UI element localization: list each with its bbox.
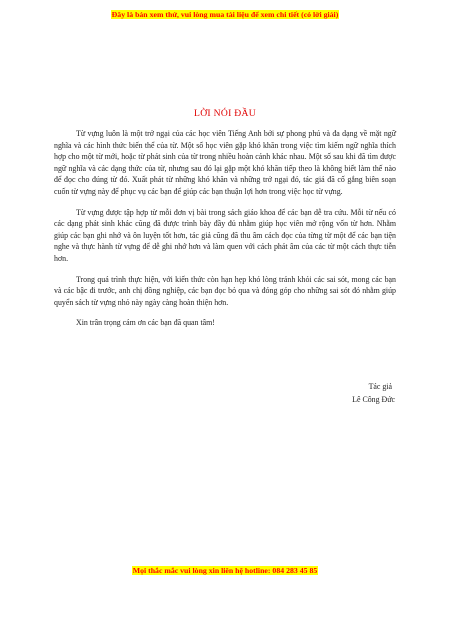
paragraph-2: Từ vựng được tập hợp từ mỗi đơn vị bài trong sách giáo khoa để các bạn dễ tra cứu. Mỗi từ nếu có các dạng phát sinh khác cũng đã được trình bày đầy đủ nhằm giúp học viên mở rộng vốn từ hơn. Nhằm giúp các bạn ghi nhớ và ôn luyện tốt hơn, tác giả cũng đã thu âm cách đọc của từng từ một để các bạn tiện nghe và thực hành từ vựng để dễ ghi nhớ hơn và làm quen với cách phát âm của các từ một cách thực tiễn hơn. bbox=[54, 207, 396, 263]
hotline-text: Mọi thắc mắc vui lòng xin liên hệ hotline: 084 283 45 85 bbox=[132, 566, 318, 575]
hotline-banner bbox=[0, 566, 450, 575]
author-name: Lê Công Đức bbox=[352, 394, 395, 404]
preface-body bbox=[54, 128, 396, 338]
author-signature bbox=[300, 381, 395, 406]
paragraph-3: Trong quá trình thực hiện, với kiến thức còn hạn hẹp khó lòng tránh khỏi các sai sót, mong các bạn và các bậc đi trước, anh chị đồng nghiệp, các bạn đọc bỏ qua và đóng góp cho những sai sót đó nhằm giúp quyển sách từ vựng nhỏ này ngày càng hoàn thiện hơn. bbox=[54, 274, 396, 307]
preview-notice-text: Đây là bản xem thử, vui lòng mua tài liệu để xem chi tiết (có lời giải) bbox=[111, 10, 339, 19]
page-title: LỜI NÓI ĐẦU bbox=[194, 108, 256, 119]
preview-notice-banner bbox=[0, 10, 450, 19]
paragraph-4: Xin trân trọng cám ơn các bạn đã quan tâm! bbox=[76, 318, 215, 328]
author-role: Tác giả bbox=[368, 382, 392, 391]
paragraph-1: Từ vựng luôn là một trở ngại của các học viên Tiếng Anh bởi sự phong phú và đa dạng về mặt ngữ nghĩa và các hình thức biến thể của từ. Một số học viên gặp khó khăn trong việc tìm kiếm ngữ nghĩa thích hợp cho một từ mới, hoặc từ phát sinh của từ trong nhiều hoàn cảnh khác nhau. Một số sau khi đã tìm được ngữ nghĩa và các dạng thức của từ, nhưng sau đó lại gặp một khó khăn tiếp theo là không biết làm thế nào để đọc cho đúng từ đó. Xuất phát từ những khó khăn và những trở ngại đó, tác giả đã cố gắng biên soạn cuốn từ vựng này để phục vụ các bạn để giúp các bạn thuận lợi hơn trong việc học từ vựng. bbox=[54, 129, 396, 196]
